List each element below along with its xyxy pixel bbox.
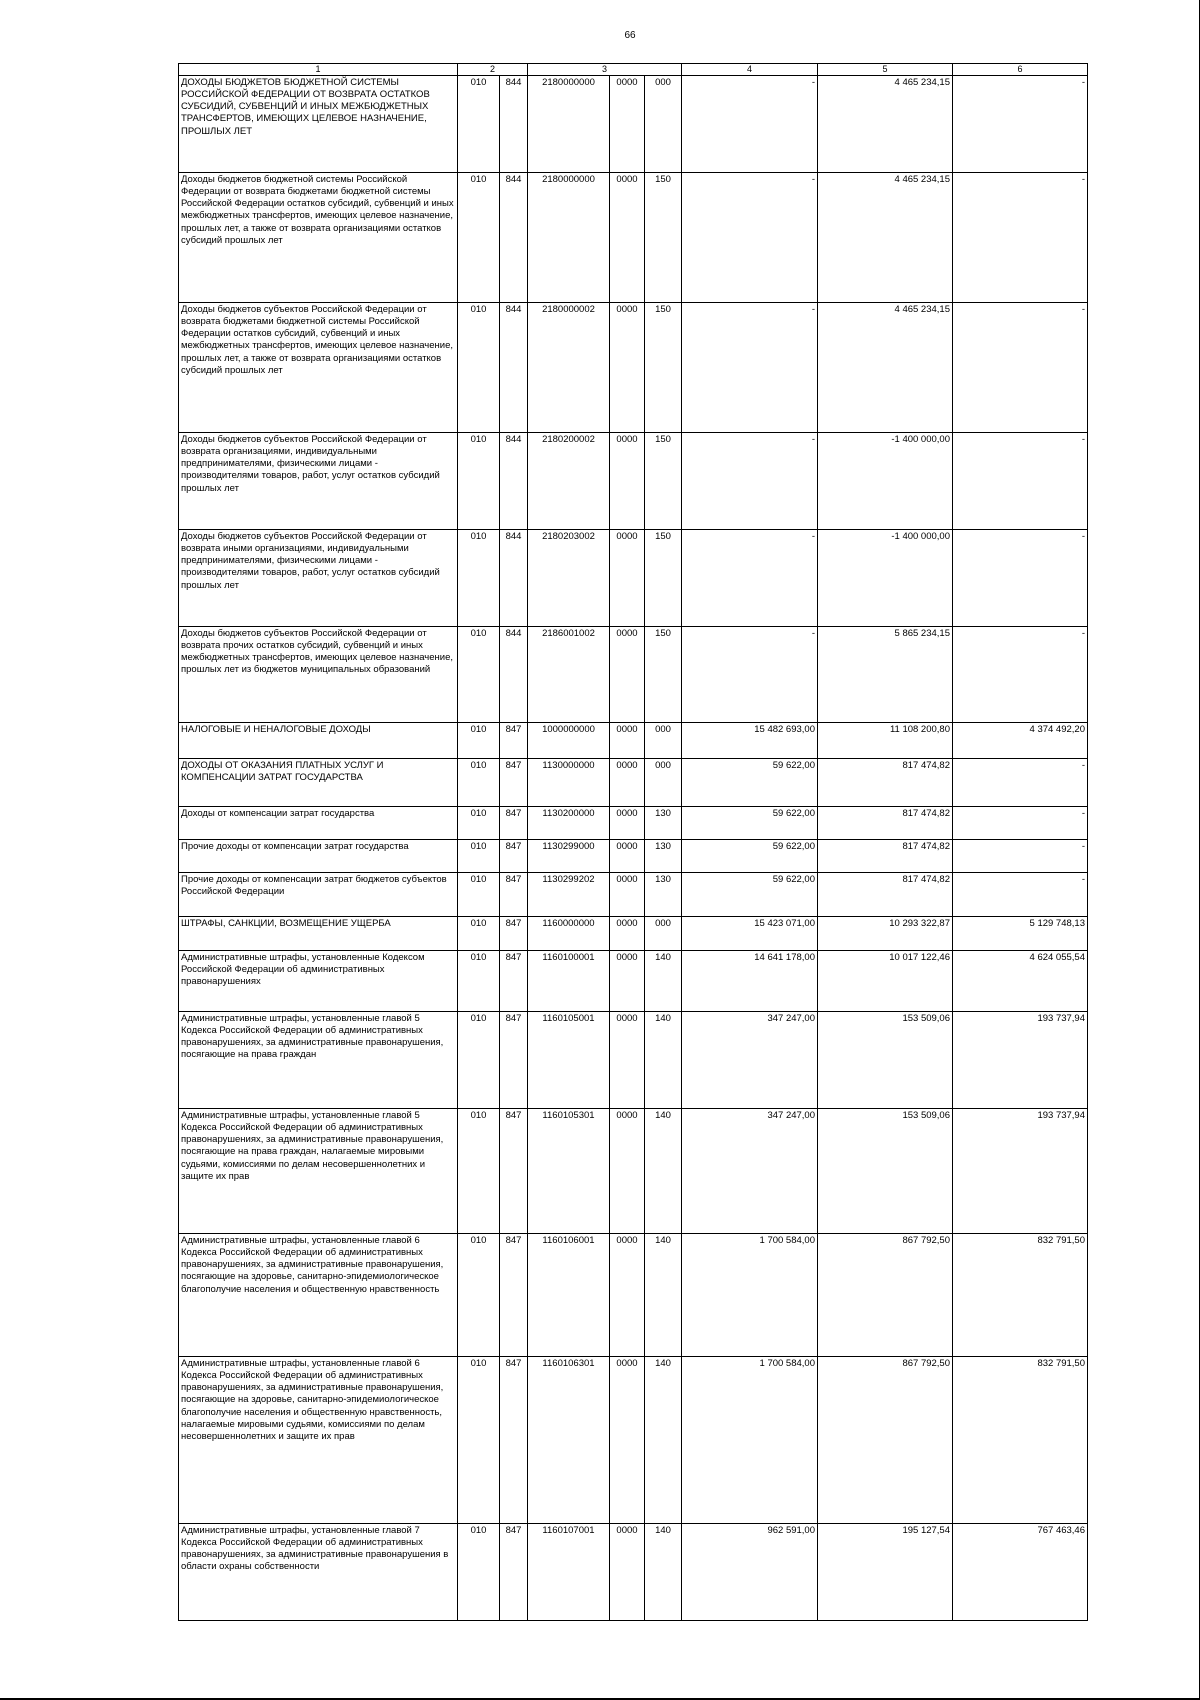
value-col-5: 195 127,54 bbox=[818, 1524, 953, 1621]
row-name: Прочие доходы от компенсации затрат государства bbox=[179, 840, 458, 873]
code-program: 0000 bbox=[610, 1357, 645, 1524]
value-col-5: -1 400 000,00 bbox=[818, 530, 953, 627]
code-admin: 847 bbox=[500, 759, 528, 807]
code-section: 010 bbox=[458, 873, 500, 917]
code-program: 0000 bbox=[610, 303, 645, 433]
value-col-5: 867 792,50 bbox=[818, 1234, 953, 1357]
value-col-4: 15 482 693,00 bbox=[682, 723, 818, 759]
code-section: 010 bbox=[458, 76, 500, 173]
row-name: Доходы от компенсации затрат государства bbox=[179, 807, 458, 840]
row-name: Административные штрафы, установленные главой 6 Кодекса Российской Федерации об административных правонарушениях, за административные правонарушения, посягающие на здоровье, санитарно-эпидемиологическое благополучие населения и общественную нравственность bbox=[179, 1234, 458, 1357]
row-name: Административные штрафы, установленные главой 6 Кодекса Российской Федерации об административных правонарушениях, за административные правонарушения, посягающие на здоровье, санитарно-эпидемиологическое благополучие населения и общественную нравственность, налагаемые мировыми судьями, комиссиями по делам несовершеннолетних и защите их прав bbox=[179, 1357, 458, 1524]
value-col-4: - bbox=[682, 173, 818, 303]
value-col-6: 193 737,94 bbox=[953, 1012, 1088, 1109]
value-col-4: - bbox=[682, 530, 818, 627]
row-name: НАЛОГОВЫЕ И НЕНАЛОГОВЫЕ ДОХОДЫ bbox=[179, 723, 458, 759]
code-section: 010 bbox=[458, 433, 500, 530]
code-section: 010 bbox=[458, 759, 500, 807]
code-kbk: 1160100001 bbox=[528, 951, 610, 1012]
value-col-6: 767 463,46 bbox=[953, 1524, 1088, 1621]
value-col-5: 4 465 234,15 bbox=[818, 173, 953, 303]
value-col-5: 817 474,82 bbox=[818, 759, 953, 807]
code-kosgu: 150 bbox=[645, 303, 682, 433]
value-col-5: -1 400 000,00 bbox=[818, 433, 953, 530]
code-kosgu: 140 bbox=[645, 951, 682, 1012]
code-kbk: 1130299000 bbox=[528, 840, 610, 873]
code-program: 0000 bbox=[610, 1012, 645, 1109]
code-admin: 844 bbox=[500, 530, 528, 627]
code-program: 0000 bbox=[610, 1234, 645, 1357]
code-admin: 847 bbox=[500, 1234, 528, 1357]
code-section: 010 bbox=[458, 173, 500, 303]
table-row bbox=[179, 917, 1088, 951]
code-kbk: 1130299202 bbox=[528, 873, 610, 917]
code-kosgu: 140 bbox=[645, 1012, 682, 1109]
code-kbk: 1160000000 bbox=[528, 917, 610, 951]
code-kbk: 2180000000 bbox=[528, 76, 610, 173]
value-col-4: 1 700 584,00 bbox=[682, 1234, 818, 1357]
value-col-4: - bbox=[682, 76, 818, 173]
code-kosgu: 150 bbox=[645, 530, 682, 627]
table-row bbox=[179, 1357, 1088, 1524]
value-col-5: 867 792,50 bbox=[818, 1357, 953, 1524]
code-section: 010 bbox=[458, 723, 500, 759]
code-kosgu: 150 bbox=[645, 173, 682, 303]
value-col-6: - bbox=[953, 873, 1088, 917]
code-kosgu: 150 bbox=[645, 433, 682, 530]
code-kbk: 1160106001 bbox=[528, 1234, 610, 1357]
revenue-table bbox=[178, 63, 1088, 1621]
table-row bbox=[179, 1234, 1088, 1357]
header-col-3: 3 bbox=[528, 64, 682, 76]
code-program: 0000 bbox=[610, 807, 645, 840]
row-name: Административные штрафы, установленные главой 5 Кодекса Российской Федерации об административных правонарушениях, за административные правонарушения, посягающие на права граждан, налагаемые мировыми судьями, комиссиями по делам несовершеннолетних и защите их прав bbox=[179, 1109, 458, 1234]
code-program: 0000 bbox=[610, 76, 645, 173]
row-name: Доходы бюджетов субъектов Российской Федерации от возврата бюджетами бюджетной системы Российской Федерации остатков субсидий, субвенций и иных межбюджетных трансфертов, имеющих целевое назначение, прошлых лет, а также от возврата организациями остатков субсидий прошлых лет bbox=[179, 303, 458, 433]
table-row bbox=[179, 759, 1088, 807]
value-col-6: 5 129 748,13 bbox=[953, 917, 1088, 951]
code-admin: 847 bbox=[500, 840, 528, 873]
code-program: 0000 bbox=[610, 873, 645, 917]
code-admin: 844 bbox=[500, 303, 528, 433]
value-col-6: - bbox=[953, 840, 1088, 873]
row-name: ДОХОДЫ БЮДЖЕТОВ БЮДЖЕТНОЙ СИСТЕМЫ РОССИЙСКОЙ ФЕДЕРАЦИИ ОТ ВОЗВРАТА ОСТАТКОВ СУБСИДИЙ, СУБВЕНЦИЙ И ИНЫХ МЕЖБЮДЖЕТНЫХ ТРАНСФЕРТОВ, ИМЕЮЩИХ ЦЕЛЕВОЕ НАЗНАЧЕНИЕ, ПРОШЛЫХ ЛЕТ bbox=[179, 76, 458, 173]
value-col-6: - bbox=[953, 627, 1088, 723]
value-col-5: 153 509,06 bbox=[818, 1109, 953, 1234]
row-name: ДОХОДЫ ОТ ОКАЗАНИЯ ПЛАТНЫХ УСЛУГ И КОМПЕНСАЦИИ ЗАТРАТ ГОСУДАРСТВА bbox=[179, 759, 458, 807]
row-name: Доходы бюджетов субъектов Российской Федерации от возврата организациями, индивидуальными предпринимателями, физическими лицами - производителями товаров, работ, услуг остатков субсидий прошлых лет bbox=[179, 433, 458, 530]
table-row bbox=[179, 873, 1088, 917]
table-row bbox=[179, 840, 1088, 873]
row-name: Доходы бюджетов бюджетной системы Российской Федерации от возврата бюджетами бюджетной системы Российской Федерации остатков субсидий, субвенций и иных межбюджетных трансфертов, имеющих целевое назначение, прошлых лет, а также от возврата организациями остатков субсидий прошлых лет bbox=[179, 173, 458, 303]
code-section: 010 bbox=[458, 627, 500, 723]
code-kosgu: 000 bbox=[645, 76, 682, 173]
value-col-4: 59 622,00 bbox=[682, 840, 818, 873]
code-kbk: 2180000000 bbox=[528, 173, 610, 303]
value-col-6: - bbox=[953, 76, 1088, 173]
column-number-header bbox=[179, 64, 1088, 76]
code-kbk: 2186001002 bbox=[528, 627, 610, 723]
header-col-2: 2 bbox=[458, 64, 528, 76]
code-program: 0000 bbox=[610, 530, 645, 627]
value-col-5: 817 474,82 bbox=[818, 807, 953, 840]
code-section: 010 bbox=[458, 1524, 500, 1621]
table-row bbox=[179, 433, 1088, 530]
table-row bbox=[179, 723, 1088, 759]
code-kbk: 2180000002 bbox=[528, 303, 610, 433]
value-col-4: 15 423 071,00 bbox=[682, 917, 818, 951]
code-kbk: 1160106301 bbox=[528, 1357, 610, 1524]
row-name: Прочие доходы от компенсации затрат бюджетов субъектов Российской Федерации bbox=[179, 873, 458, 917]
value-col-4: - bbox=[682, 627, 818, 723]
code-kbk: 1000000000 bbox=[528, 723, 610, 759]
table-row bbox=[179, 173, 1088, 303]
code-kosgu: 130 bbox=[645, 807, 682, 840]
value-col-4: 347 247,00 bbox=[682, 1012, 818, 1109]
code-kosgu: 130 bbox=[645, 873, 682, 917]
value-col-4: 1 700 584,00 bbox=[682, 1357, 818, 1524]
table-row bbox=[179, 76, 1088, 173]
code-program: 0000 bbox=[610, 951, 645, 1012]
code-kbk: 1160105301 bbox=[528, 1109, 610, 1234]
table-row bbox=[179, 1524, 1088, 1621]
value-col-4: 962 591,00 bbox=[682, 1524, 818, 1621]
code-admin: 847 bbox=[500, 1012, 528, 1109]
code-kosgu: 140 bbox=[645, 1234, 682, 1357]
value-col-5: 4 465 234,15 bbox=[818, 303, 953, 433]
code-admin: 844 bbox=[500, 627, 528, 723]
header-col-4: 4 bbox=[682, 64, 818, 76]
value-col-5: 4 465 234,15 bbox=[818, 76, 953, 173]
value-col-6: - bbox=[953, 530, 1088, 627]
code-section: 010 bbox=[458, 840, 500, 873]
value-col-4: 59 622,00 bbox=[682, 807, 818, 840]
value-col-6: 193 737,94 bbox=[953, 1109, 1088, 1234]
code-program: 0000 bbox=[610, 917, 645, 951]
header-col-1: 1 bbox=[179, 64, 458, 76]
code-section: 010 bbox=[458, 1357, 500, 1524]
value-col-5: 11 108 200,80 bbox=[818, 723, 953, 759]
code-kosgu: 140 bbox=[645, 1524, 682, 1621]
row-name: Административные штрафы, установленные Кодексом Российской Федерации об административных правонарушениях bbox=[179, 951, 458, 1012]
code-kbk: 2180200002 bbox=[528, 433, 610, 530]
code-admin: 847 bbox=[500, 1524, 528, 1621]
code-kbk: 1130200000 bbox=[528, 807, 610, 840]
value-col-4: - bbox=[682, 433, 818, 530]
code-section: 010 bbox=[458, 1012, 500, 1109]
row-name: Административные штрафы, установленные главой 7 Кодекса Российской Федерации об административных правонарушениях, за административные правонарушения в области охраны собственности bbox=[179, 1524, 458, 1621]
code-admin: 844 bbox=[500, 173, 528, 303]
value-col-5: 10 017 122,46 bbox=[818, 951, 953, 1012]
value-col-6: - bbox=[953, 807, 1088, 840]
code-section: 010 bbox=[458, 530, 500, 627]
code-admin: 847 bbox=[500, 807, 528, 840]
value-col-4: - bbox=[682, 303, 818, 433]
code-admin: 844 bbox=[500, 433, 528, 530]
code-kbk: 2180203002 bbox=[528, 530, 610, 627]
header-col-5: 5 bbox=[818, 64, 953, 76]
value-col-5: 817 474,82 bbox=[818, 873, 953, 917]
code-section: 010 bbox=[458, 1234, 500, 1357]
value-col-6: 832 791,50 bbox=[953, 1357, 1088, 1524]
table-row bbox=[179, 530, 1088, 627]
value-col-4: 59 622,00 bbox=[682, 873, 818, 917]
code-section: 010 bbox=[458, 303, 500, 433]
value-col-5: 10 293 322,87 bbox=[818, 917, 953, 951]
code-admin: 844 bbox=[500, 76, 528, 173]
table-row bbox=[179, 627, 1088, 723]
code-admin: 847 bbox=[500, 917, 528, 951]
code-kosgu: 000 bbox=[645, 759, 682, 807]
code-kosgu: 130 bbox=[645, 840, 682, 873]
code-kosgu: 000 bbox=[645, 917, 682, 951]
code-kosgu: 140 bbox=[645, 1109, 682, 1234]
code-admin: 847 bbox=[500, 1109, 528, 1234]
code-kbk: 1160107001 bbox=[528, 1524, 610, 1621]
value-col-6: - bbox=[953, 433, 1088, 530]
table-row bbox=[179, 1109, 1088, 1234]
page-number: 66 bbox=[624, 30, 636, 41]
code-kosgu: 150 bbox=[645, 627, 682, 723]
value-col-5: 153 509,06 bbox=[818, 1012, 953, 1109]
value-col-5: 5 865 234,15 bbox=[818, 627, 953, 723]
value-col-4: 59 622,00 bbox=[682, 759, 818, 807]
table-row bbox=[179, 807, 1088, 840]
code-kbk: 1160105001 bbox=[528, 1012, 610, 1109]
code-program: 0000 bbox=[610, 1524, 645, 1621]
code-section: 010 bbox=[458, 917, 500, 951]
value-col-6: - bbox=[953, 303, 1088, 433]
value-col-6: - bbox=[953, 173, 1088, 303]
code-program: 0000 bbox=[610, 627, 645, 723]
code-kosgu: 140 bbox=[645, 1357, 682, 1524]
code-admin: 847 bbox=[500, 873, 528, 917]
code-kbk: 1130000000 bbox=[528, 759, 610, 807]
row-name: Административные штрафы, установленные главой 5 Кодекса Российской Федерации об административных правонарушениях, за административные правонарушения, посягающие на права граждан bbox=[179, 1012, 458, 1109]
value-col-6: - bbox=[953, 759, 1088, 807]
code-program: 0000 bbox=[610, 759, 645, 807]
code-admin: 847 bbox=[500, 1357, 528, 1524]
table-row bbox=[179, 951, 1088, 1012]
code-section: 010 bbox=[458, 1109, 500, 1234]
code-program: 0000 bbox=[610, 840, 645, 873]
value-col-5: 817 474,82 bbox=[818, 840, 953, 873]
code-section: 010 bbox=[458, 807, 500, 840]
code-admin: 847 bbox=[500, 723, 528, 759]
header-col-6: 6 bbox=[953, 64, 1088, 76]
code-kosgu: 000 bbox=[645, 723, 682, 759]
value-col-4: 347 247,00 bbox=[682, 1109, 818, 1234]
code-program: 0000 bbox=[610, 173, 645, 303]
code-program: 0000 bbox=[610, 1109, 645, 1234]
value-col-6: 4 624 055,54 bbox=[953, 951, 1088, 1012]
value-col-4: 14 641 178,00 bbox=[682, 951, 818, 1012]
value-col-6: 832 791,50 bbox=[953, 1234, 1088, 1357]
row-name: Доходы бюджетов субъектов Российской Федерации от возврата прочих остатков субсидий, субвенций и иных межбюджетных трансфертов, имеющих целевое назначение, прошлых лет из бюджетов муниципальных образований bbox=[179, 627, 458, 723]
code-program: 0000 bbox=[610, 723, 645, 759]
code-program: 0000 bbox=[610, 433, 645, 530]
code-section: 010 bbox=[458, 951, 500, 1012]
row-name: Доходы бюджетов субъектов Российской Федерации от возврата иными организациями, индивидуальными предпринимателями, физическими лицами - производителями товаров, работ, услуг остатков субсидий прошлых лет bbox=[179, 530, 458, 627]
table-row bbox=[179, 1012, 1088, 1109]
row-name: ШТРАФЫ, САНКЦИИ, ВОЗМЕЩЕНИЕ УЩЕРБА bbox=[179, 917, 458, 951]
table-row bbox=[179, 303, 1088, 433]
code-admin: 847 bbox=[500, 951, 528, 1012]
value-col-6: 4 374 492,20 bbox=[953, 723, 1088, 759]
